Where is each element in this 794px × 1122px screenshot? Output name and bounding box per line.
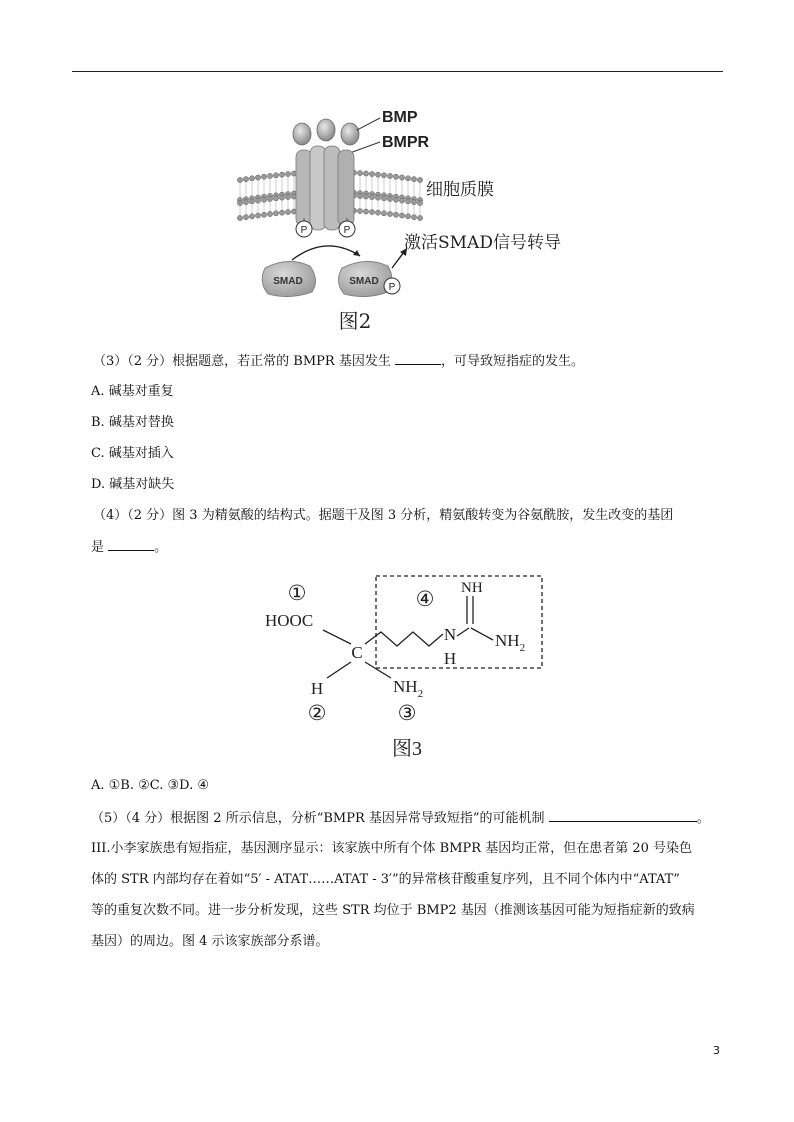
part3-line: III.小李家族患有短指症，基因测序显示：该家族中所有个体 BMPR 基因均正常，但在患者第 20 号染色 <box>91 841 693 856</box>
alpha-carbon: C <box>351 643 363 662</box>
q4-options[interactable]: A. ①B. ②C. ③D. ④ <box>91 778 210 793</box>
q3-answer-blank[interactable] <box>395 352 441 365</box>
guanidino-nh2: $NH_2$ <box>495 631 526 654</box>
n-h-atom: H <box>443 649 457 668</box>
q5-answer-blank[interactable] <box>549 809 697 822</box>
figure-3-structure <box>255 572 555 762</box>
q3-stem: （3）（2 分）根据题意，若正常的 BMPR 基因发生 ，可导致短指症的发生。 <box>93 354 584 369</box>
page-number: 3 <box>713 1044 720 1057</box>
phosphorylation-arrow <box>292 246 360 260</box>
q4-stem-line2: 是 。 <box>91 540 168 555</box>
header-rule <box>72 71 723 72</box>
figure-3-caption: 图3 <box>392 738 422 760</box>
bmpr-receptor <box>296 146 354 230</box>
svg-text:SMAD: SMAD <box>349 276 379 287</box>
figure-2-caption: 图2 <box>338 309 372 333</box>
label-bmpr: BMPR <box>382 134 430 151</box>
bmp-ligand <box>293 123 311 145</box>
hooc-group: HOOC <box>265 611 314 630</box>
q4-answer-blank[interactable] <box>108 538 154 551</box>
side-chain-bonds <box>365 632 443 646</box>
svg-text:P: P <box>300 225 308 236</box>
q3-option-b[interactable]: B. 碱基对替换 <box>91 415 174 430</box>
marker-2: ② <box>307 701 327 725</box>
q3-option-a[interactable]: A. 碱基对重复 <box>91 384 174 399</box>
part3-line: 体的 STR 内部均存在着如“5′ ‐ ATAT……ATAT ‐ 3′”的异常核苷酸重复序列，且不同个体内中“ATAT” <box>91 872 680 887</box>
n-atom: N <box>443 625 457 644</box>
svg-text:P: P <box>343 225 351 236</box>
bmp-ligand <box>341 123 359 145</box>
bmp-ligand <box>317 119 335 141</box>
q3-option-d[interactable]: D. 碱基对缺失 <box>91 477 175 492</box>
q3-option-c[interactable]: C. 碱基对插入 <box>91 446 174 461</box>
h-atom: H <box>310 679 324 698</box>
svg-text:SMAD: SMAD <box>273 276 303 287</box>
label-activate-smad: 激活SMAD信号转导 <box>404 233 561 253</box>
label-membrane: 细胞质膜 <box>426 180 494 200</box>
figure-2-diagram <box>230 100 590 340</box>
r-group-dashed-box <box>376 576 542 668</box>
imine-nh: NH <box>461 580 483 596</box>
part3-line: 基因）的周边。图 4 示该家族部分系谱。 <box>91 934 329 949</box>
part3-line: 等的重复次数不同。进一步分析发现，这些 STR 均位于 BMP2 基因（推测该基因可能为短指症新的致病 <box>91 903 695 918</box>
q5-stem: （5）（4 分）根据图 2 所示信息，分析“BMPR 基因异常导致短指”的可能机制 。 <box>91 811 710 826</box>
svg-text:P: P <box>388 282 396 293</box>
q4-stem-line1: （4）（2 分）图 3 为精氨酸的结构式。据题干及图 3 分析，精氨酸转变为谷氨酰胺，发生改变的基团 <box>93 508 674 523</box>
marker-1: ① <box>287 581 307 605</box>
amino-group: $NH_2$ <box>393 677 424 700</box>
marker-3: ③ <box>397 701 417 725</box>
marker-4: ④ <box>415 587 435 611</box>
label-bmp: BMP <box>382 109 418 126</box>
